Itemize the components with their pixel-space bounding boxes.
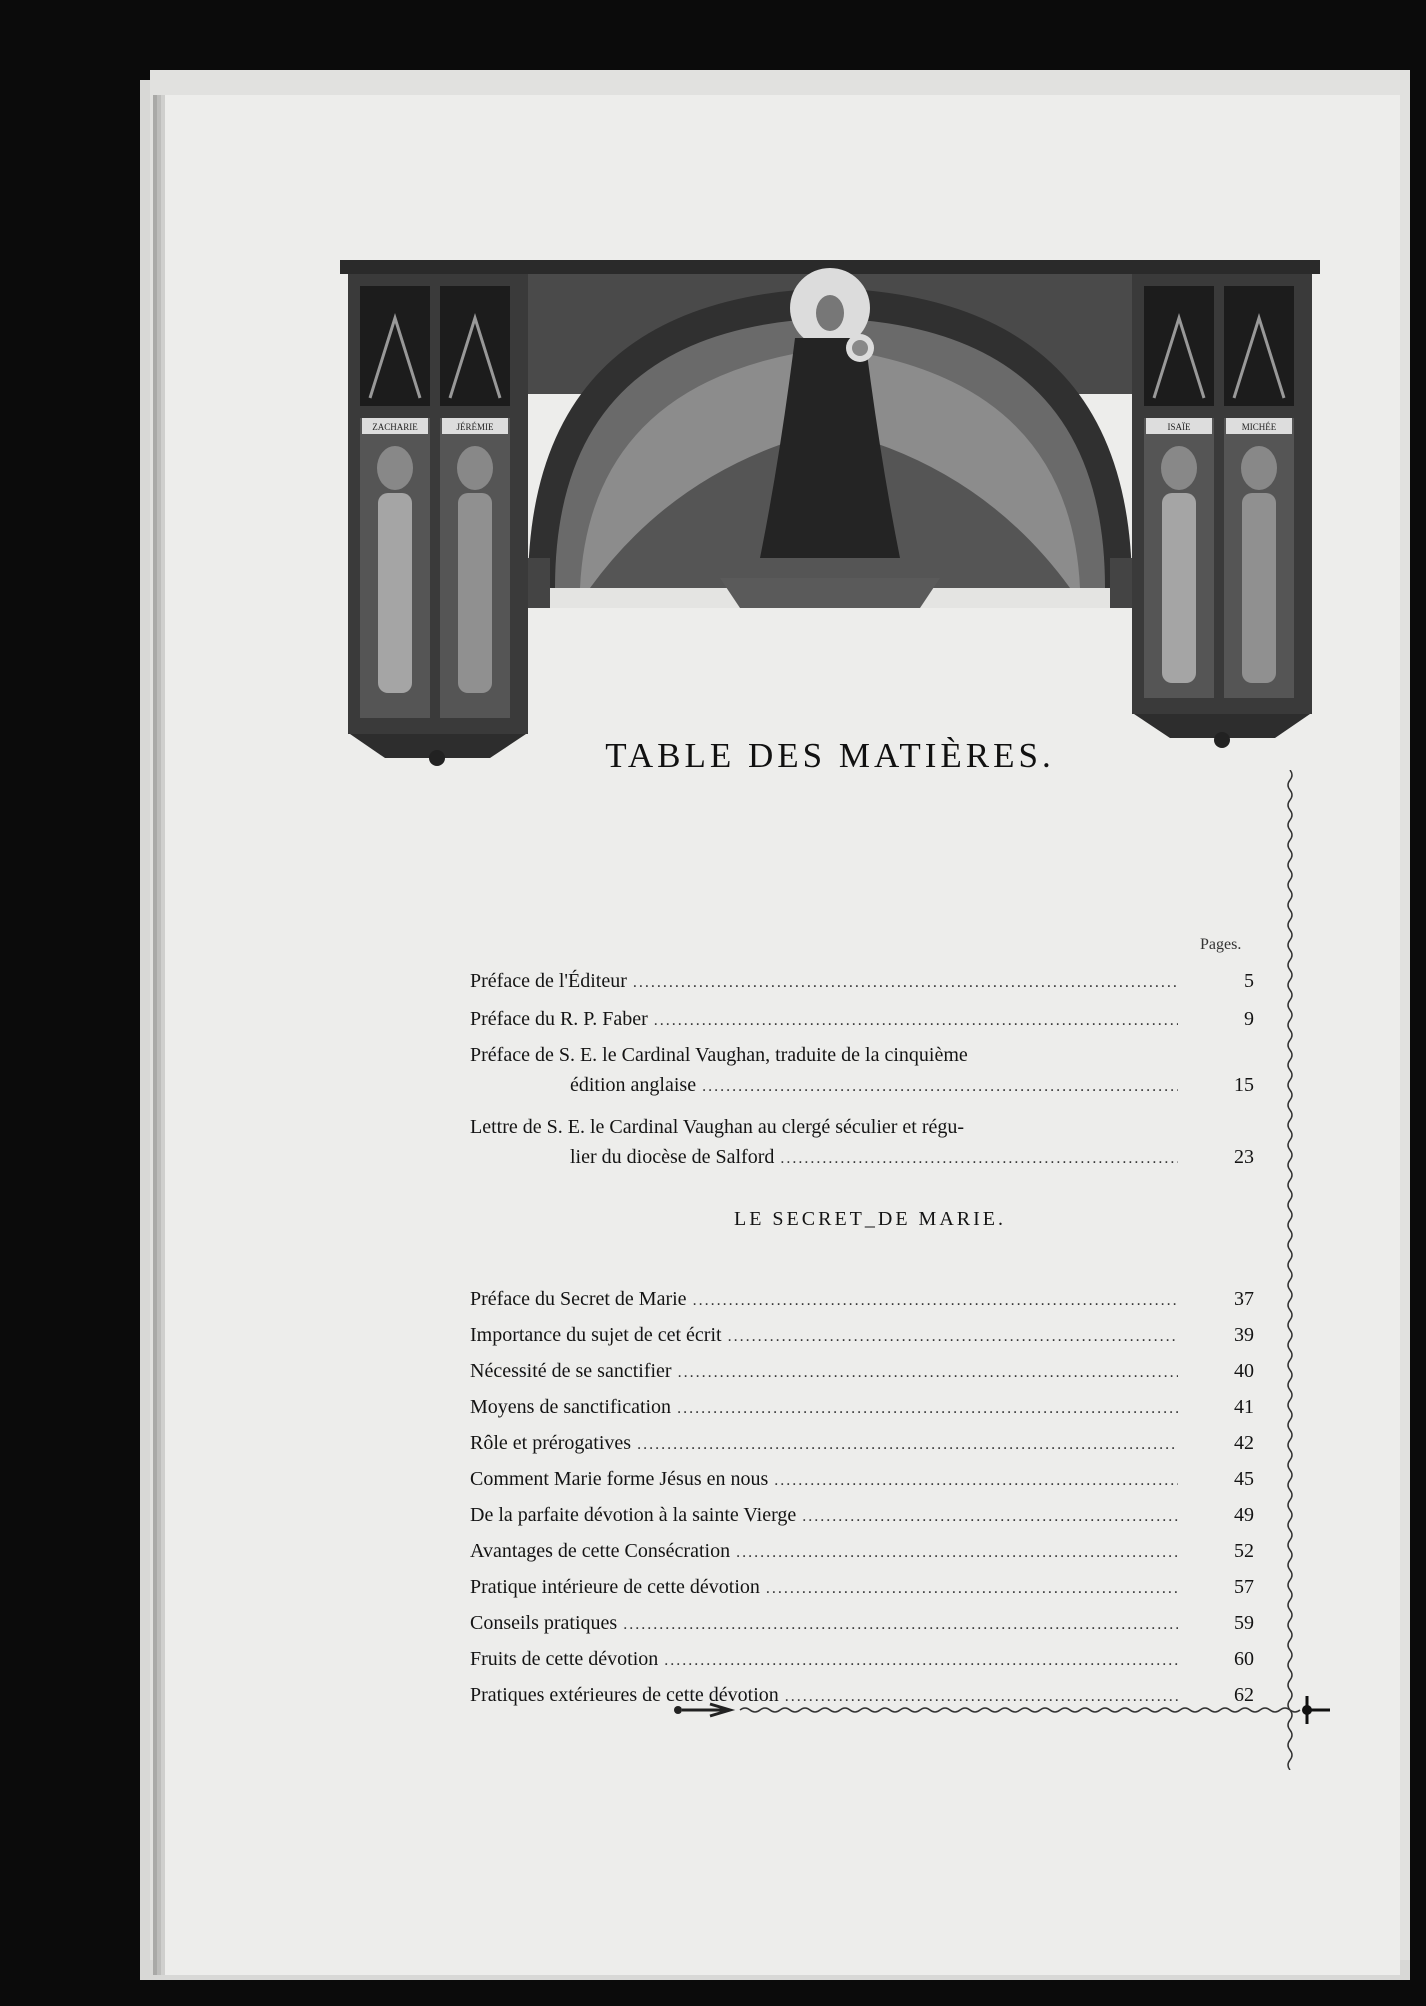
entry-title: Préface du R. P. Faber — [470, 1008, 648, 1030]
entry-title-continued: édition anglaise — [570, 1074, 697, 1096]
toc-entry — [470, 1112, 1270, 1174]
leader-dots — [637, 1430, 1178, 1460]
entry-title: De la parfaite dévotion à la sainte Vierge — [470, 1504, 797, 1526]
entry-title: Pratique intérieure de cette dévotion — [470, 1576, 760, 1598]
leader-dots — [736, 1538, 1178, 1568]
entry-page: 52 — [1234, 1540, 1254, 1562]
toc-entry — [470, 1004, 1270, 1036]
toc-entry — [470, 1040, 1270, 1102]
leader-dots — [677, 1394, 1178, 1424]
entry-page: 15 — [1234, 1074, 1254, 1096]
entry-page: 23 — [1234, 1146, 1254, 1168]
entry-page: 45 — [1234, 1468, 1254, 1490]
entry-title: Nécessité de se sanctifier — [470, 1360, 672, 1382]
entry-page: 62 — [1234, 1684, 1254, 1706]
decorative-vertical-rule — [1286, 770, 1294, 1770]
toc-entry — [470, 966, 1270, 998]
entry-title-continued: lier du diocèse de Salford — [570, 1146, 775, 1168]
toc-entry — [470, 1572, 1270, 1604]
entry-title: Fruits de cette dévotion — [470, 1648, 659, 1670]
entry-title: Rôle et prérogatives — [470, 1432, 632, 1454]
entry-title: Avantages de cette Consécration — [470, 1540, 731, 1562]
entry-page: 5 — [1244, 970, 1254, 992]
pages-column-label: Pages. — [1200, 936, 1242, 953]
entry-page: 42 — [1234, 1432, 1254, 1454]
toc-entry — [470, 1536, 1270, 1568]
left-saint-label: ZACHARIE — [372, 422, 418, 432]
left-saint-label: JÉRÉMIE — [456, 422, 494, 432]
entry-title: Préface du Secret de Marie — [470, 1288, 687, 1310]
entry-page: 41 — [1234, 1396, 1254, 1418]
toc-entry — [470, 1392, 1270, 1424]
entry-title: Préface de l'Éditeur — [470, 970, 627, 992]
right-saint-label: ISAÏE — [1167, 422, 1191, 432]
frontispiece-illustration — [340, 258, 1320, 768]
toc-entry — [470, 1644, 1270, 1676]
entry-page: 59 — [1234, 1612, 1254, 1634]
toc-entry — [470, 1284, 1270, 1316]
entry-title: Moyens de sanctification — [470, 1396, 672, 1418]
entry-page: 9 — [1244, 1008, 1254, 1030]
leader-dots — [702, 1072, 1178, 1102]
leader-dots — [780, 1144, 1178, 1174]
leader-dots — [633, 968, 1178, 998]
entry-page: 49 — [1234, 1504, 1254, 1526]
leader-dots — [728, 1322, 1178, 1352]
leader-dots — [693, 1286, 1178, 1316]
entry-page: 39 — [1234, 1324, 1254, 1346]
toc-entry — [470, 1608, 1270, 1640]
section-heading: LE SECRET_DE MARIE. — [734, 1208, 1006, 1230]
leader-dots — [678, 1358, 1178, 1388]
entry-page: 57 — [1234, 1576, 1254, 1598]
leader-dots — [623, 1610, 1178, 1640]
leader-dots — [664, 1646, 1178, 1676]
entry-title: Importance du sujet de cet écrit — [470, 1324, 722, 1346]
page-title: TABLE DES MATIÈRES. — [605, 736, 1055, 775]
entry-page: 60 — [1234, 1648, 1254, 1670]
leader-dots — [802, 1502, 1178, 1532]
toc-entry — [470, 1320, 1270, 1352]
toc-entry — [470, 1500, 1270, 1532]
entry-title: Pratiques extérieures de cette dévotion — [470, 1684, 779, 1706]
entry-title: Conseils pratiques — [470, 1612, 618, 1634]
leader-dots — [766, 1574, 1178, 1604]
entry-page: 37 — [1234, 1288, 1254, 1310]
decorative-bottom-rule — [670, 1690, 1340, 1730]
right-saint-label: MICHÉE — [1241, 422, 1277, 432]
entry-title: Préface de S. E. le Cardinal Vaughan, traduite de la cinquième — [470, 1044, 968, 1066]
leader-dots — [774, 1466, 1178, 1496]
leader-dots — [654, 1006, 1178, 1036]
toc-entry — [470, 1464, 1270, 1496]
entry-page: 40 — [1234, 1360, 1254, 1382]
toc-entry — [470, 1428, 1270, 1460]
entry-title: Lettre de S. E. le Cardinal Vaughan au clergé séculier et régu- — [470, 1116, 965, 1138]
entry-title: Comment Marie forme Jésus en nous — [470, 1468, 769, 1490]
toc-entry — [470, 1356, 1270, 1388]
